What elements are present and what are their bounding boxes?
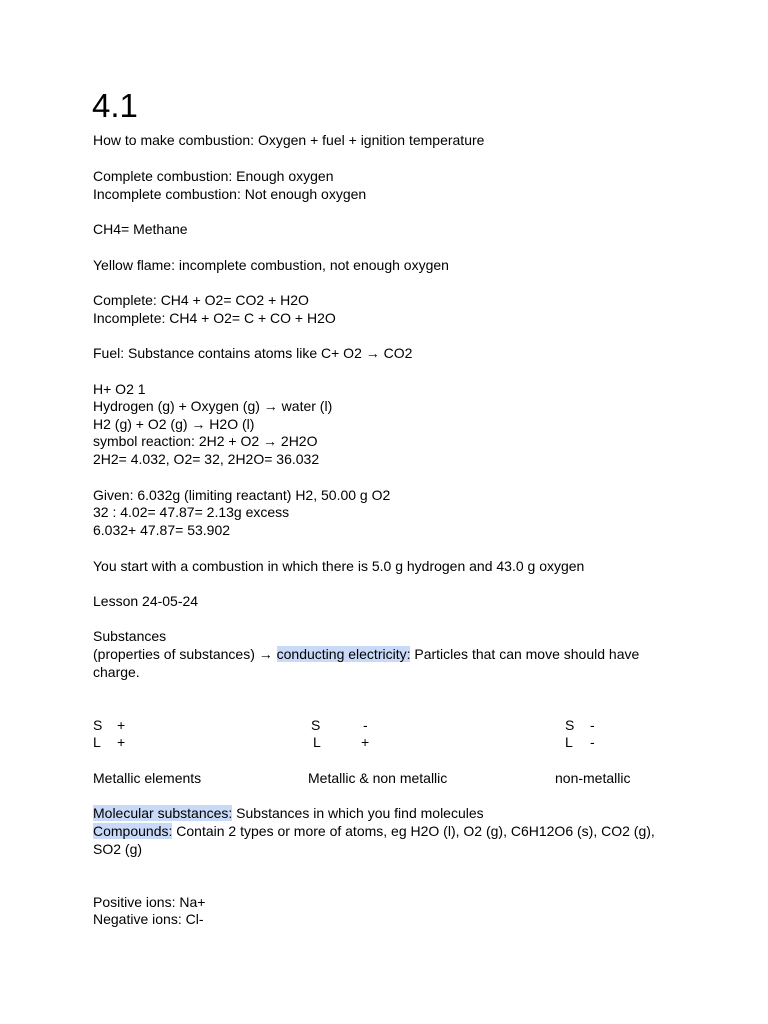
- col3-row1-label: S: [565, 717, 575, 733]
- metallic-nonmetallic-label: Metallic & non metallic: [308, 770, 448, 786]
- col3-row2-sign: -: [590, 734, 595, 750]
- compounds-highlight: Compounds:: [93, 823, 173, 839]
- conducting-electricity-highlight: conducting electricity:: [276, 646, 411, 662]
- complete-equation-line: Complete: CH4 + O2= CO2 + H2O: [93, 292, 309, 308]
- col3-row1-sign: -: [590, 717, 595, 733]
- sum-line: 6.032+ 47.87= 53.902: [93, 522, 231, 538]
- col1-row2-sign: +: [117, 734, 126, 750]
- incomplete-combustion-line: Incomplete combustion: Not enough oxygen: [93, 186, 367, 202]
- symbol-reaction-line: symbol reaction: 2H2 + O2 → 2H2O: [93, 433, 318, 449]
- exercise-line: You start with a combustion in which there is 5.0 g hydrogen and 43.0 g oxygen: [93, 558, 585, 574]
- col3-row2-label: L: [565, 734, 573, 750]
- metallic-elements-label: Metallic elements: [93, 770, 202, 786]
- molecular-substances-highlight: Molecular substances:: [93, 805, 233, 821]
- positive-ions-line: Positive ions: Na+: [93, 894, 206, 910]
- compounds-continuation: SO2 (g): [93, 841, 143, 857]
- combustion-definition: How to make combustion: Oxygen + fuel + ignition temperature: [93, 132, 485, 148]
- col1-row1-label: S: [93, 717, 103, 733]
- molar-mass-line: 2H2= 4.032, O2= 32, 2H2O= 36.032: [93, 451, 320, 467]
- col2-row2-label: L: [313, 734, 321, 750]
- negative-ions-line: Negative ions: Cl-: [93, 911, 204, 927]
- compounds-line: [93, 822, 655, 840]
- substances-title: Substances: [93, 628, 167, 644]
- col2-row1-label: S: [311, 717, 321, 733]
- properties-suffix: Particles that can move should have: [410, 646, 640, 662]
- complete-combustion-line: Complete combustion: Enough oxygen: [93, 168, 334, 184]
- col2-row2-sign: +: [361, 734, 370, 750]
- fuel-line: Fuel: Substance contains atoms like C+ O2 → CO2: [93, 345, 413, 361]
- word-equation-line: Hydrogen (g) + Oxygen (g) → water (l): [93, 398, 333, 414]
- hydrogen-oxygen-line: H+ O2 1: [93, 381, 146, 397]
- molecular-substances-line: [93, 804, 484, 822]
- methane-line: CH4= Methane: [93, 221, 188, 237]
- ratio-line: 32 : 4.02= 47.87= 2.13g excess: [93, 504, 290, 520]
- molecular-substances-text: Substances in which you find molecules: [232, 805, 484, 821]
- yellow-flame-line: Yellow flame: incomplete combustion, not enough oxygen: [93, 257, 449, 273]
- col1-row1-sign: +: [117, 717, 126, 733]
- properties-line: [93, 645, 639, 663]
- col1-row2-label: L: [93, 734, 101, 750]
- non-metallic-label: non-metallic: [555, 770, 631, 786]
- lesson-date-line: Lesson 24-05-24: [93, 593, 199, 609]
- col2-row1-sign: -: [363, 717, 368, 733]
- charge-line: charge.: [93, 664, 140, 680]
- page-heading: 4.1: [92, 87, 138, 124]
- incomplete-equation-line: Incomplete: CH4 + O2= C + CO + H2O: [93, 310, 336, 326]
- state-equation-line: H2 (g) + O2 (g) → H2O (l): [93, 416, 255, 432]
- properties-prefix: (properties of substances) →: [93, 646, 277, 662]
- compounds-text: Contain 2 types or more of atoms, eg H2O (l), O2 (g), C6H12O6 (s), CO2 (g),: [172, 823, 655, 839]
- given-line: Given: 6.032g (limiting reactant) H2, 50.00 g O2: [93, 487, 391, 503]
